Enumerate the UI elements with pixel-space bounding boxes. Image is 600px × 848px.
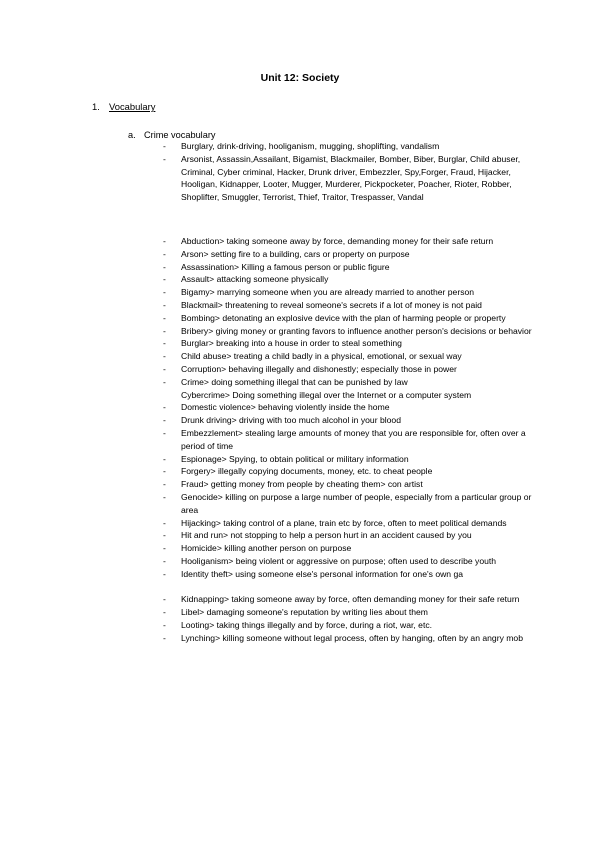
definition-item [163, 542, 533, 555]
definition-text: Bigamy> marrying someone when you are already married to another person [181, 287, 475, 298]
definition-text: Espionage> Spying, to obtain political or military information [181, 453, 409, 464]
definition-item [163, 529, 533, 542]
bullet-dash: - [163, 402, 166, 413]
bullet-dash: - [163, 607, 166, 618]
definition-item [163, 261, 533, 274]
list-item-text: Burglary, drink-driving, hooliganism, mugging, shoplifting, vandalism [181, 141, 440, 151]
section-title: Vocabulary [109, 101, 156, 112]
definition-item [163, 350, 533, 363]
bullet-dash: - [163, 338, 166, 349]
crime-definition-list [163, 235, 533, 645]
definition-text: Hit and run> not stopping to help a person hurt in an accident caused by you [181, 530, 472, 541]
definition-item [163, 363, 533, 376]
definition-text: Embezzlement> stealing large amounts of money that you are responsible for, often over a period of time [181, 427, 526, 451]
subsection-title: Crime vocabulary [144, 130, 216, 140]
definition-text: Libel> damaging someone's reputation by writing lies about them [181, 607, 428, 618]
bullet-dash: - [163, 632, 166, 643]
definition-text: Identity theft> using someone else's personal information for one's own ga [181, 568, 464, 579]
definition-item [163, 427, 533, 453]
bullet-dash: - [163, 325, 166, 336]
definition-item [163, 312, 533, 325]
bullet-dash: - [163, 530, 166, 541]
bullet-dash: - [163, 248, 166, 259]
definition-text: Assassination> Killing a famous person or public figure [181, 261, 390, 272]
definition-text: Arson> setting fire to a building, cars or property on purpose [181, 248, 410, 259]
definition-text: Looting> taking things illegally and by force, during a riot, war, etc. [181, 619, 433, 630]
bullet-dash: - [163, 287, 166, 298]
definition-text: Homicide> killing another person on purpose [181, 543, 352, 554]
definition-text: Domestic violence> behaving violently inside the home [181, 402, 390, 413]
crime-word-list [163, 140, 533, 204]
bullet-dash: - [163, 568, 166, 579]
definition-item [163, 389, 533, 402]
bullet-dash: - [163, 619, 166, 630]
definition-text: Crime> doing something illegal that can be punished by law [181, 376, 408, 387]
bullet-dash: - [163, 261, 166, 272]
bullet-dash: - [163, 427, 166, 438]
list-item [163, 140, 533, 153]
definition-text: Forgery> illegally copying documents, money, etc. to cheat people [181, 466, 433, 477]
bullet-dash: - [163, 466, 166, 477]
definition-item [163, 619, 533, 632]
definition-text: Genocide> killing on purpose a large number of people, especially from a particular group or area [181, 491, 532, 515]
subsection-letter: a. [128, 130, 136, 140]
definition-text: Fraud> getting money from people by cheating them> con artist [181, 479, 423, 490]
definition-item [163, 555, 533, 568]
definition-text: Child abuse> treating a child badly in a physical, emotional, or sexual way [181, 351, 462, 362]
definition-item [163, 337, 533, 350]
bullet-dash: - [163, 491, 166, 502]
page-title: Unit 12: Society [260, 72, 340, 84]
definition-item [163, 273, 533, 286]
definition-item [163, 286, 533, 299]
definition-item [163, 593, 533, 606]
bullet-dash: - [163, 594, 166, 605]
bullet-dash: - [163, 415, 166, 426]
definition-item [163, 325, 533, 338]
definition-item [163, 453, 533, 466]
list-item-text: Arsonist, Assassin,Assailant, Bigamist, Blackmailer, Bomber, Biber, Burglar, Child abuser, Criminal, Cyber criminal, Hacker, Drunk driver, Embezzler, Spy,Forger, Fraud, Hijacker, Hooligan, Kidnapper, Looter, Mugger, Murderer, Pickpocketer, Poacher, Rioter, Robber, Shoplifter, Smuggler, Terrorist, Thief, Traitor, Trespasser, Vandal [181, 153, 521, 203]
bullet-dash: - [163, 274, 166, 285]
definition-item [163, 465, 533, 478]
definition-text: Abduction> taking someone away by force, demanding money for their safe return [181, 236, 494, 246]
definition-item [163, 248, 533, 261]
definition-text: Assault> attacking someone physically [181, 274, 329, 285]
list-item [163, 153, 533, 204]
section-number: 1. [92, 101, 100, 112]
definition-text: Bribery> giving money or granting favors to influence another person's decisions or behavior [181, 325, 532, 336]
definition-text: Cybercrime> Doing something illegal over the Internet or a computer system [181, 389, 472, 400]
definition-text: Hooliganism> being violent or aggressive on purpose; often used to describe youth [181, 555, 497, 566]
bullet-dash: - [163, 479, 166, 490]
bullet-dash: - [163, 153, 166, 164]
bullet-dash: - [163, 517, 166, 528]
definition-item [163, 491, 533, 517]
definition-text: Lynching> killing someone without legal process, often by hanging, often by an angry mob [181, 632, 523, 643]
definition-item [163, 376, 533, 389]
definition-item [163, 414, 533, 427]
definition-text: Drunk driving> driving with too much alcohol in your blood [181, 415, 401, 426]
definition-text: Burglar> breaking into a house in order to steal something [181, 338, 402, 349]
bullet-dash: - [163, 236, 166, 246]
bullet-dash: - [163, 543, 166, 554]
definition-item [163, 299, 533, 312]
bullet-dash: - [163, 376, 166, 387]
bullet-dash: - [163, 141, 166, 151]
bullet-dash: - [163, 351, 166, 362]
definition-text: Hijacking> taking control of a plane, train etc by force, often to meet political demands [181, 517, 507, 528]
definition-item [163, 517, 533, 530]
definition-text: Kidnapping> taking someone away by force, often demanding money for their safe return [181, 594, 520, 605]
definition-item [163, 478, 533, 491]
bullet-dash: - [163, 453, 166, 464]
bullet-dash: - [163, 312, 166, 323]
definition-item [163, 401, 533, 414]
definition-item [163, 606, 533, 619]
definition-text: Corruption> behaving illegally and dishonestly; especially those in power [181, 363, 457, 374]
definition-item [163, 235, 533, 248]
bullet-dash: - [163, 363, 166, 374]
bullet-dash: - [163, 555, 166, 566]
bullet-dash: - [163, 299, 166, 310]
definition-item [163, 568, 533, 581]
definition-item [163, 632, 533, 645]
definition-text: Bombing> detonating an explosive device with the plan of harming people or property [181, 312, 506, 323]
definition-text: Blackmail> threatening to reveal someone's secrets if a lot of money is not paid [181, 299, 482, 310]
